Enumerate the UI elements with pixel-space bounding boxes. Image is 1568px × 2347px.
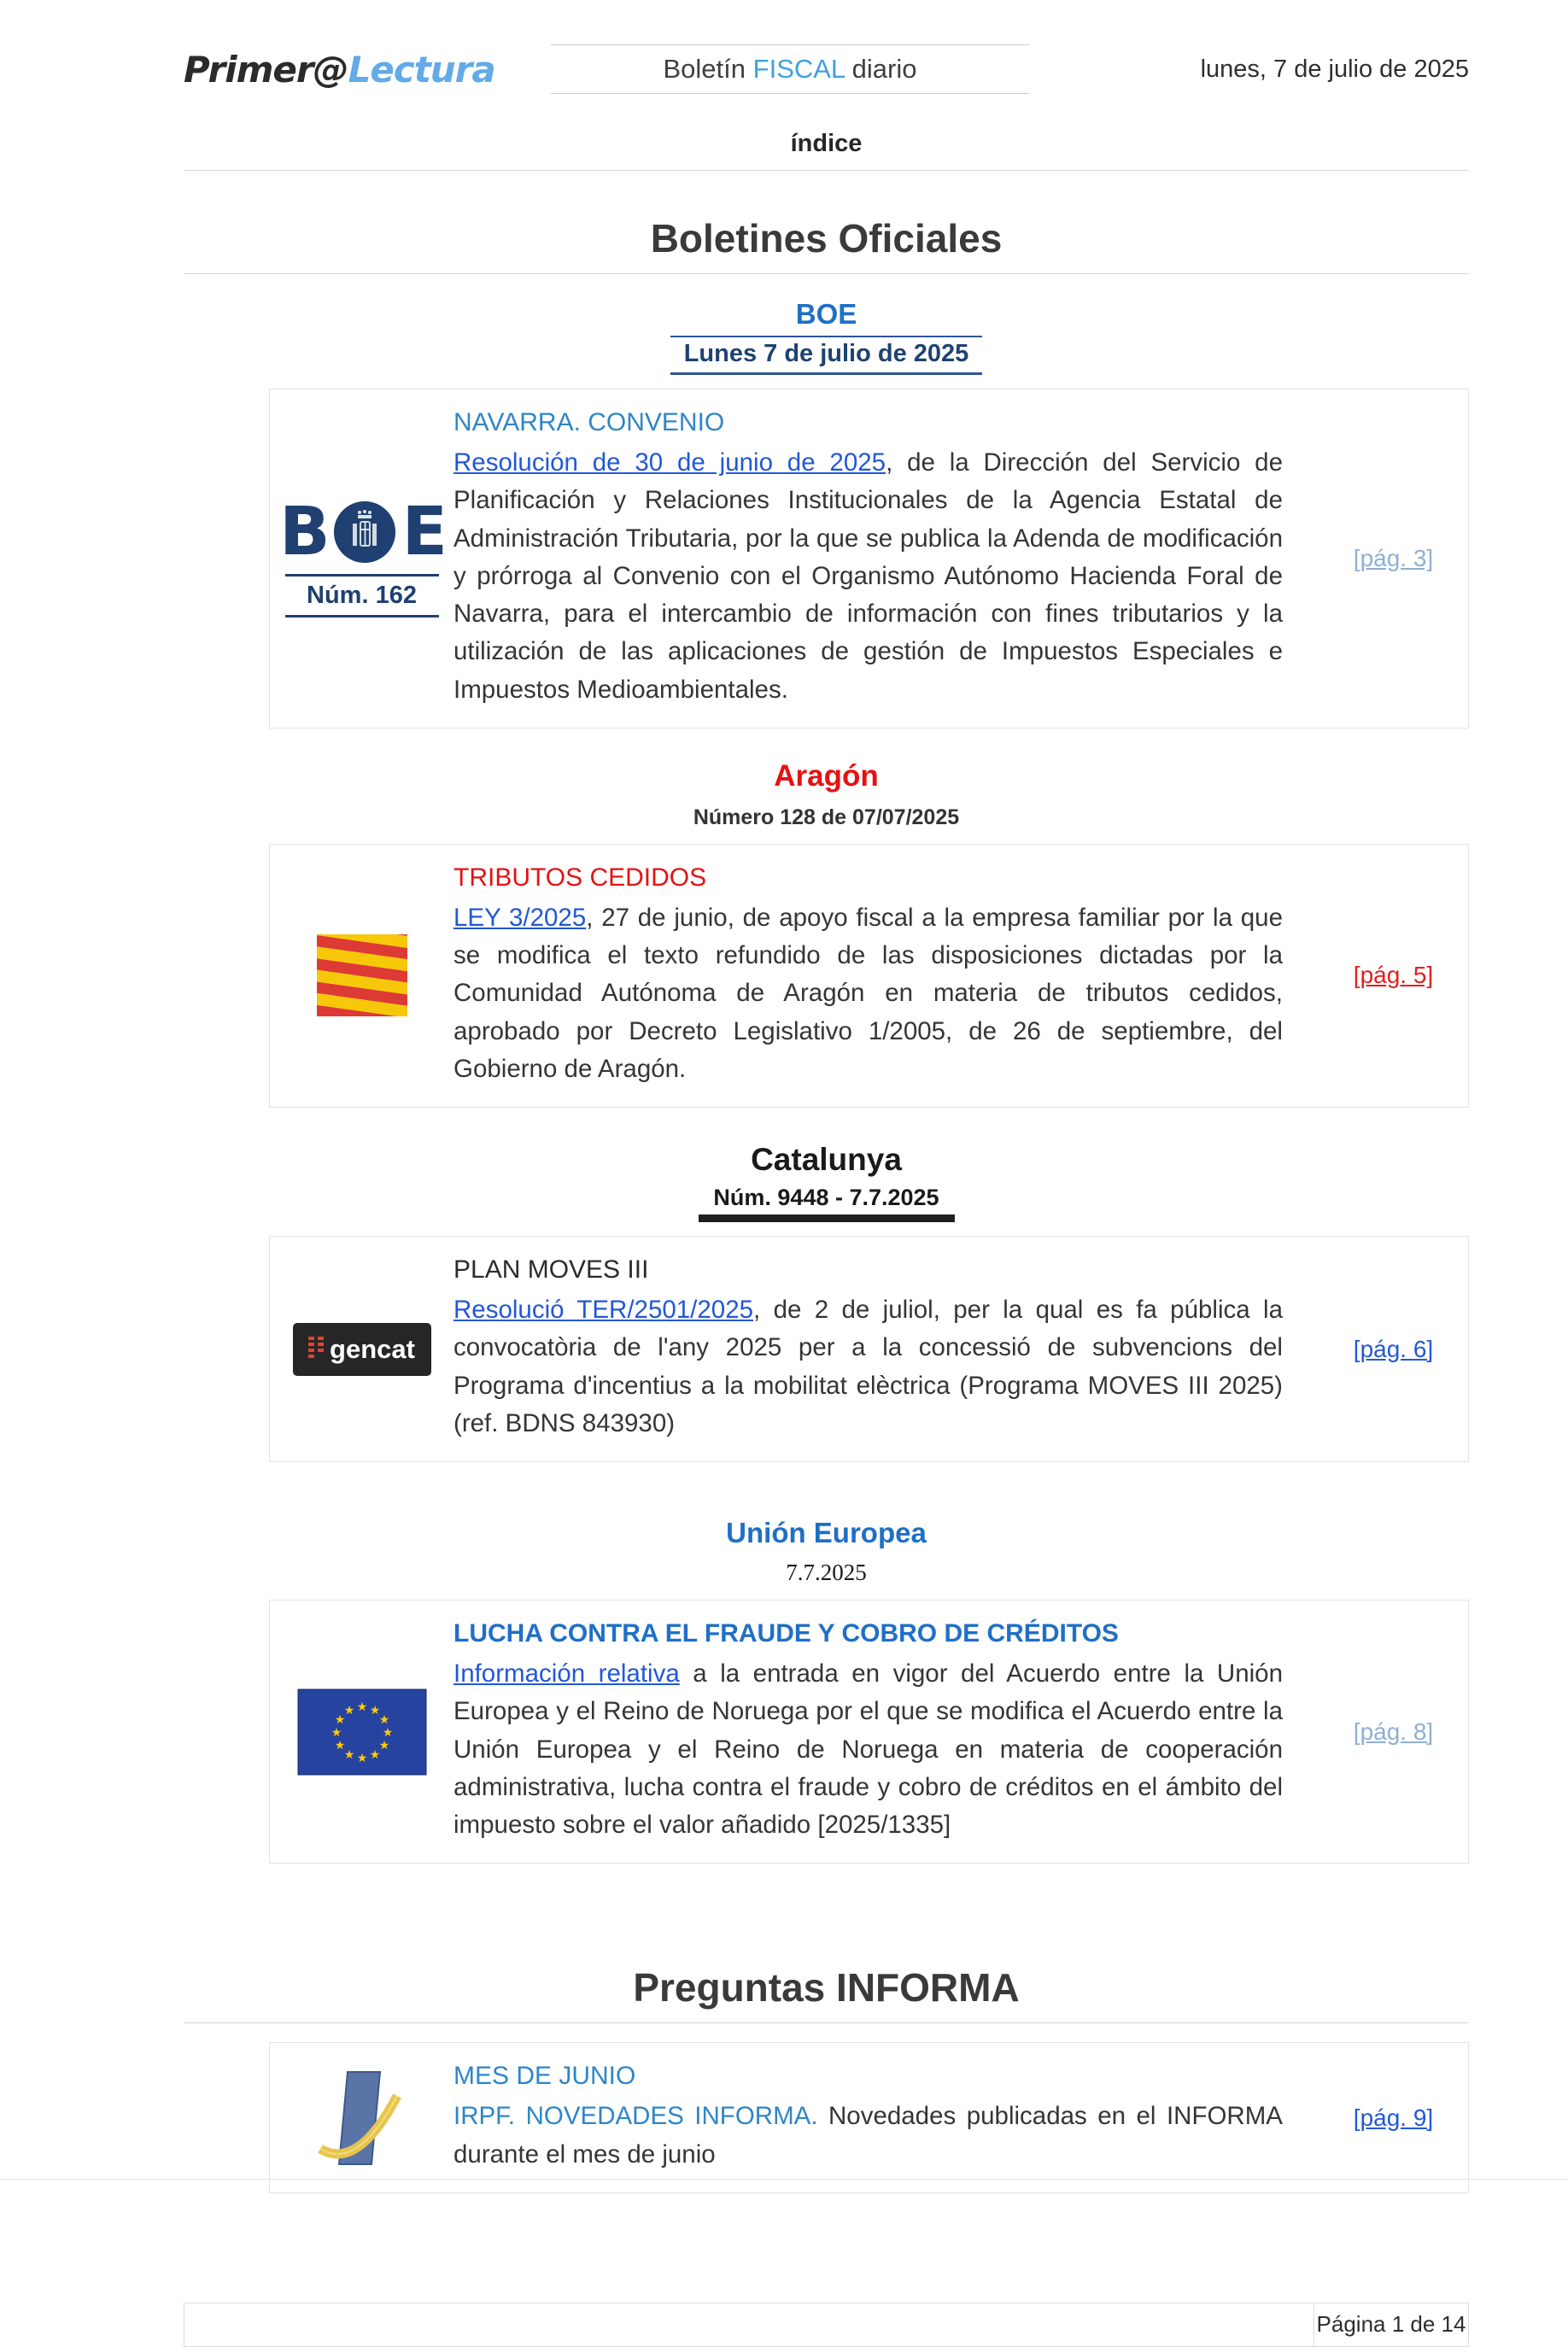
gencat-label: gencat bbox=[330, 1333, 415, 1364]
entry-card-ue bbox=[269, 1600, 1469, 1864]
svg-text:★: ★ bbox=[343, 1703, 354, 1718]
entry-body-catalunya: , de 2 de juliol, per la qual es fa pública la convocatòria de l'any 2025 per a la concessió de subvencions del Programa d'incentius a la mobilitat elèctrica (Programa MOVES III 2025) (ref. BDNS 843930) bbox=[453, 1296, 1283, 1437]
svg-text:★: ★ bbox=[378, 1738, 389, 1753]
link-ley-3-2025[interactable]: LEY 3/2025 bbox=[453, 903, 587, 932]
svg-text:★: ★ bbox=[356, 1700, 367, 1714]
entry-title-mes-de-junio: MES DE JUNIO bbox=[453, 2062, 636, 2091]
section-boe-subtitle: Lunes 7 de julio de 2025 bbox=[670, 336, 983, 375]
svg-text:★: ★ bbox=[334, 1712, 345, 1727]
link-resolucio-ter-2501-2025[interactable]: Resolució TER/2501/2025 bbox=[453, 1296, 754, 1324]
gencat-dots-icon bbox=[308, 1337, 324, 1362]
svg-text:★: ★ bbox=[378, 1712, 389, 1727]
masthead-pre: Boletín bbox=[663, 54, 746, 84]
masthead-fiscal: FISCAL bbox=[752, 54, 845, 84]
brand-primer: Primer@ bbox=[184, 48, 348, 91]
entry-title-plan-moves-iii: PLAN MOVES III bbox=[453, 1255, 649, 1284]
divider bbox=[184, 273, 1469, 274]
header-date: lunes, 7 de julio de 2025 bbox=[1200, 55, 1469, 83]
entry-title-tributos-cedidos: TRIBUTOS CEDIDOS bbox=[453, 863, 707, 892]
link-resolucion-30-junio-2025[interactable]: Resolución de 30 de junio de 2025 bbox=[453, 448, 886, 477]
link-irpf-novedades-informa[interactable]: IRPF. NOVEDADES INFORMA. bbox=[453, 2102, 818, 2131]
title-preguntas-informa: Preguntas INFORMA bbox=[633, 1965, 1020, 2010]
svg-text:★: ★ bbox=[331, 1725, 342, 1740]
boe-letter-e: E bbox=[401, 494, 444, 571]
link-informacion-relativa[interactable]: Información relativa bbox=[453, 1659, 680, 1688]
divider bbox=[184, 2022, 1469, 2023]
entry-card-catalunya bbox=[269, 1236, 1469, 1462]
boe-logo bbox=[279, 494, 444, 617]
svg-text:★: ★ bbox=[334, 1738, 345, 1753]
svg-text:★: ★ bbox=[369, 1747, 380, 1762]
entry-body-ue: a la entrada en vigor del Acuerdo entre la Unión Europea y el Reino de Noruega por el que se modifica el Acuerdo entre la Unión Europea y el Reino de Noruega en materia de cooperación administrativa, lucha contra el fraude y cobro de créditos en el ámbito del impuesto sobre el valor añadido [2025/1335] bbox=[453, 1659, 1284, 1839]
section-catalunya-underline bbox=[699, 1214, 955, 1222]
divider bbox=[184, 170, 1469, 171]
footer-empty-cell bbox=[184, 2303, 1314, 2346]
footer-page-number: Página 1 de 14 bbox=[1316, 2311, 1466, 2338]
boe-letter-b: B bbox=[279, 494, 327, 571]
entry-body-boe: , de la Dirección del Servicio de Planificación y Relaciones Institucionales de la Agencia Estatal de Administración Tributaria, por la que se publica la Adenda de modificación y prórroga al Convenio con el Organismo Autónomo Hacienda Foral de Navarra, para el intercambio de información con fines tributarios y la utilización de las aplicaciones de gestión de Impuestos Especiales e Impuestos Medioambientales. bbox=[453, 448, 1283, 704]
entry-body-informa: Novedades publicadas en el INFORMA durante el mes de junio bbox=[453, 2102, 1283, 2168]
boe-logo-rule bbox=[285, 615, 439, 617]
page-ref-pag-3[interactable]: [pág. 3] bbox=[1353, 544, 1434, 571]
svg-text:★: ★ bbox=[343, 1747, 354, 1762]
aeat-logo bbox=[315, 2067, 409, 2169]
masthead bbox=[551, 44, 1029, 94]
section-catalunya-subtitle: Núm. 9448 - 7.7.2025 bbox=[713, 1185, 939, 1210]
masthead-post: diario bbox=[851, 54, 917, 84]
footer bbox=[184, 2303, 1469, 2347]
boe-logo-rule bbox=[285, 574, 439, 577]
entry-card-boe bbox=[269, 389, 1469, 729]
svg-text:★: ★ bbox=[382, 1725, 393, 1740]
page-ref-pag-8[interactable]: [pág. 8] bbox=[1353, 1718, 1434, 1745]
brand-logo bbox=[184, 49, 551, 91]
title-boletines-oficiales: Boletines Oficiales bbox=[650, 216, 1003, 260]
svg-text:★: ★ bbox=[356, 1751, 367, 1765]
section-aragon-name: Aragón bbox=[774, 758, 879, 793]
entry-title-navarra-convenio: NAVARRA. CONVENIO bbox=[453, 408, 725, 436]
gencat-logo bbox=[293, 1323, 431, 1376]
boe-emblem-icon bbox=[334, 501, 395, 563]
page-bottom-edge bbox=[0, 2179, 1568, 2180]
eu-flag-icon bbox=[298, 1689, 426, 1775]
entry-card-informa bbox=[269, 2042, 1469, 2193]
section-catalunya-name: Catalunya bbox=[751, 1142, 902, 1177]
section-ue-name: Unión Europea bbox=[726, 1517, 927, 1548]
brand-lectura: Lectura bbox=[348, 48, 495, 91]
boe-issue-number: Núm. 162 bbox=[307, 582, 417, 610]
page-ref-pag-6[interactable]: [pág. 6] bbox=[1353, 1335, 1434, 1362]
entry-card-aragon bbox=[269, 844, 1469, 1108]
page-ref-pag-9[interactable]: [pág. 9] bbox=[1353, 2104, 1434, 2131]
svg-text:★: ★ bbox=[369, 1703, 380, 1718]
aragon-flag-icon bbox=[317, 934, 407, 1016]
section-ue-subtitle: 7.7.2025 bbox=[786, 1560, 867, 1585]
entry-title-lucha-contra-fraude: LUCHA CONTRA EL FRAUDE Y COBRO DE CRÉDITOS bbox=[453, 1619, 1119, 1648]
section-aragon-subtitle: Número 128 de 07/07/2025 bbox=[693, 805, 960, 829]
index-heading: índice bbox=[790, 130, 863, 157]
entry-body-aragon: , 27 de junio, de apoyo fiscal a la empresa familiar por la que se modifica el texto refundido de las disposiciones dictadas por la Comunidad Autónoma de Aragón en materia de tributos cedidos, aprobado por Decreto Legislativo 1/2005, de 26 de septiembre, del Gobierno de Aragón. bbox=[453, 903, 1283, 1083]
header bbox=[184, 0, 1469, 94]
section-boe-name: BOE bbox=[795, 298, 857, 330]
page-ref-pag-5[interactable]: [pág. 5] bbox=[1353, 962, 1434, 989]
